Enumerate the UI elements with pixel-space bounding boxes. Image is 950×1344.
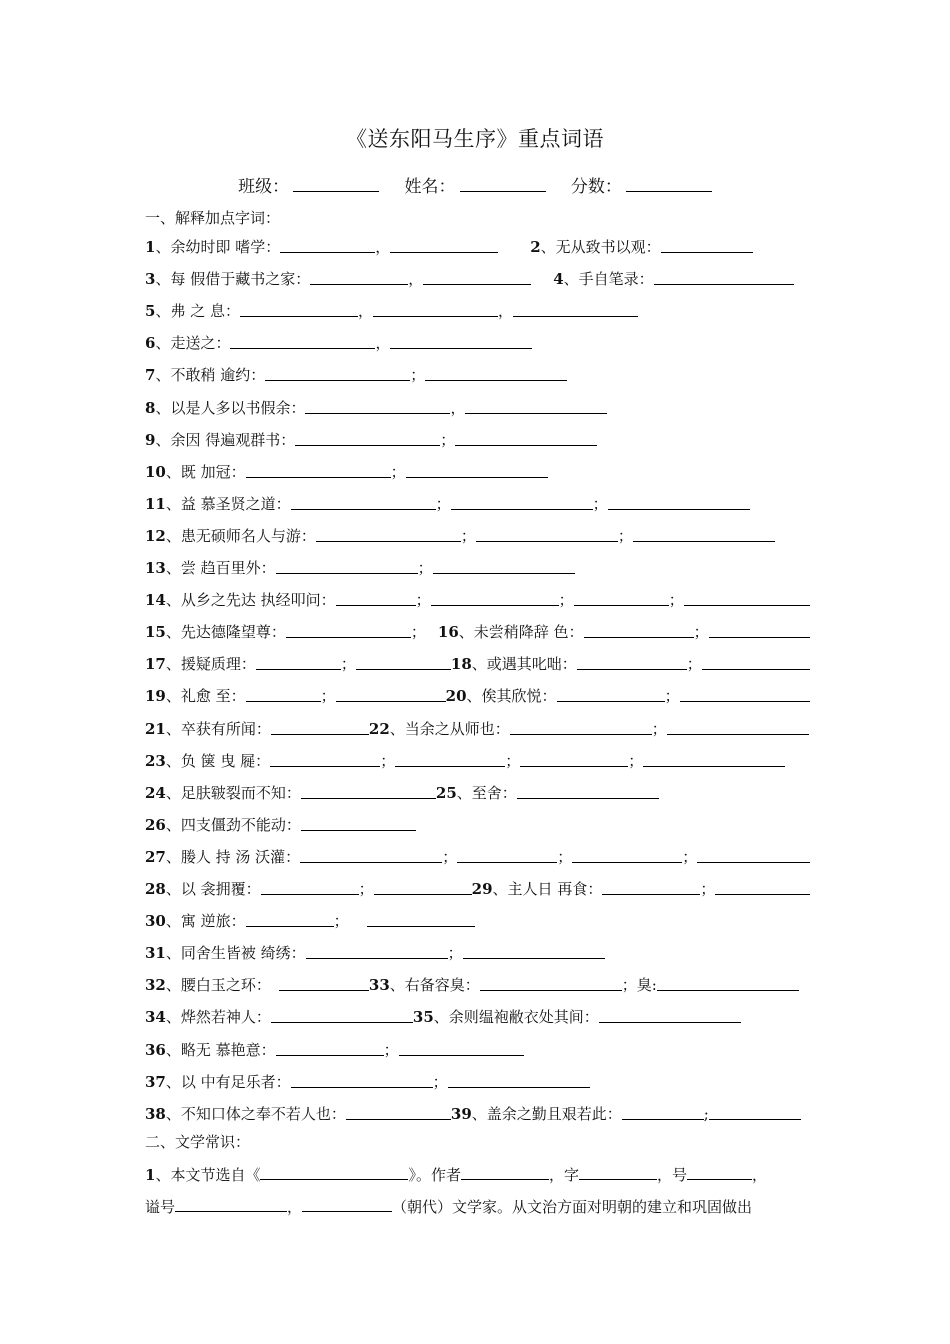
class-label: 班级： — [238, 177, 290, 197]
question-text: 、每 假借于藏书之家： — [155, 270, 311, 288]
question-row — [145, 879, 810, 903]
question-number: 25 — [435, 784, 457, 802]
question-text: 、尝 趋百里外： — [165, 559, 276, 577]
question-text: ； — [628, 752, 644, 770]
answer-blank[interactable] — [465, 398, 607, 414]
answer-blank[interactable] — [256, 654, 341, 670]
question-number: 37 — [145, 1073, 166, 1091]
question-number: 33 — [368, 976, 390, 994]
question-number: 1 — [145, 1166, 156, 1184]
answer-blank[interactable] — [599, 1007, 741, 1023]
question-text: ， — [408, 270, 424, 288]
question-text: ； — [320, 687, 336, 705]
question-text: ； — [682, 848, 698, 866]
question-number: 20 — [445, 687, 467, 705]
question-number: 39 — [450, 1105, 472, 1123]
question-number: 31 — [145, 944, 166, 962]
question-text: ； — [693, 623, 709, 641]
answer-blank[interactable] — [697, 847, 810, 863]
question-number: 15 — [145, 623, 166, 641]
answer-blank[interactable] — [175, 1196, 287, 1212]
answer-blank[interactable] — [300, 847, 442, 863]
question-text: 、未尝稍降辞 色： — [458, 623, 584, 641]
question-number: 24 — [145, 784, 166, 802]
question-number: 23 — [145, 752, 166, 770]
question-text: 、当余之从师也： — [389, 720, 510, 738]
question-number: 36 — [145, 1041, 166, 1059]
class-field — [238, 172, 379, 197]
answer-blank[interactable] — [608, 494, 750, 510]
name-field — [405, 172, 546, 197]
answer-blank[interactable] — [291, 1072, 433, 1088]
question-text: ； — [390, 463, 406, 481]
answer-blank[interactable] — [276, 1040, 384, 1056]
question-text: 、从乡之先达 执经叩问： — [165, 591, 336, 609]
question-text: 、弗 之 息： — [155, 302, 240, 320]
answer-blank[interactable] — [702, 654, 810, 670]
question-number: 12 — [145, 527, 166, 545]
answer-blank[interactable] — [310, 269, 408, 285]
answer-blank[interactable] — [451, 494, 593, 510]
answer-blank[interactable] — [399, 1040, 524, 1056]
answer-blank[interactable] — [461, 1164, 549, 1180]
answer-blank[interactable] — [286, 622, 411, 638]
question-number: 13 — [145, 559, 166, 577]
answer-blank[interactable] — [455, 430, 597, 446]
answer-blank[interactable] — [265, 365, 410, 381]
question-number: 19 — [145, 687, 166, 705]
question-text: 、不敢稍 逾约： — [155, 366, 266, 384]
question-number: 14 — [145, 591, 166, 609]
answer-blank[interactable] — [316, 526, 461, 542]
answer-blank[interactable] — [643, 751, 785, 767]
answer-blank[interactable] — [291, 494, 436, 510]
question-text: 、不知口体之奉不若人也： — [165, 1105, 346, 1123]
answer-blank[interactable] — [279, 975, 369, 991]
answer-blank[interactable] — [280, 237, 375, 253]
question-text: ； — [415, 591, 431, 609]
answer-blank[interactable] — [246, 686, 321, 702]
answer-blank[interactable] — [574, 590, 669, 606]
answer-blank[interactable] — [709, 622, 810, 638]
answer-blank[interactable] — [336, 590, 416, 606]
question-row — [145, 526, 810, 550]
question-text: ， — [375, 238, 391, 256]
question-text: ； — [617, 527, 633, 545]
question-text: 、同舍生皆被 绮绣： — [165, 944, 306, 962]
question-text: 、以 衾拥覆： — [165, 880, 261, 898]
question-row — [145, 1040, 810, 1064]
question-text: 、以是人多以书假余： — [155, 399, 306, 417]
section-1-heading: 一、解释加点字词： — [145, 209, 281, 227]
answer-blank[interactable] — [295, 430, 440, 446]
answer-blank[interactable] — [476, 526, 618, 542]
question-text: ；臭: — [621, 976, 657, 994]
answer-blank[interactable] — [374, 879, 472, 895]
question-text: 、余因 得遍观群书： — [155, 431, 296, 449]
question-text: ； — [460, 527, 476, 545]
answer-blank[interactable] — [557, 686, 665, 702]
question-row — [145, 301, 810, 325]
literature-line-1 — [145, 1164, 810, 1185]
question-text: ； — [435, 495, 451, 513]
answer-blank[interactable] — [633, 526, 775, 542]
answer-blank[interactable] — [356, 654, 451, 670]
question-text: ， — [450, 399, 466, 417]
name-label: 姓名： — [404, 177, 456, 197]
student-info-line — [0, 172, 950, 197]
question-number: 34 — [145, 1008, 166, 1026]
answer-blank[interactable] — [406, 462, 548, 478]
question-number: 5 — [145, 302, 156, 320]
text-fragment: ， — [287, 1198, 303, 1216]
answer-blank[interactable] — [510, 719, 652, 735]
answer-blank[interactable] — [517, 783, 659, 799]
question-row — [145, 719, 810, 743]
answer-blank[interactable] — [301, 783, 436, 799]
question-text: 、俟其欣悦： — [466, 687, 557, 705]
answer-blank[interactable] — [480, 975, 622, 991]
answer-blank[interactable] — [715, 879, 810, 895]
question-row — [145, 815, 810, 839]
question-text: ； — [664, 687, 680, 705]
question-text: 、既 加冠： — [165, 463, 246, 481]
answer-blank[interactable] — [448, 1072, 590, 1088]
score-blank[interactable] — [626, 177, 712, 192]
answer-blank[interactable] — [687, 1164, 752, 1180]
question-text: 、卒获有所闻： — [165, 720, 271, 738]
question-text: 、主人日 再食： — [492, 880, 603, 898]
answer-blank[interactable] — [390, 333, 532, 349]
question-row — [145, 462, 810, 486]
text-fragment: ，号 — [656, 1166, 687, 1184]
question-number: 18 — [450, 655, 472, 673]
question-text: 、盖余之勤且艰若此： — [471, 1105, 622, 1123]
answer-blank[interactable] — [520, 751, 628, 767]
page-title: 《送东阳马生序》重点词语 — [346, 127, 604, 151]
score-field — [571, 172, 712, 197]
text-fragment: 》。作者 — [408, 1166, 461, 1184]
question-number: 30 — [145, 912, 166, 930]
answer-blank[interactable] — [305, 398, 450, 414]
question-row — [145, 398, 810, 422]
answer-blank[interactable] — [680, 686, 810, 702]
question-text: ； — [440, 431, 456, 449]
answer-blank[interactable] — [584, 622, 694, 638]
question-text: ； — [558, 591, 574, 609]
answer-blank[interactable] — [367, 911, 475, 927]
question-number: 26 — [145, 816, 166, 834]
question-text: ； — [340, 655, 356, 673]
section-2-heading: 二、文学常识： — [145, 1133, 251, 1151]
question-text: 、腰白玉之环： — [165, 976, 271, 994]
question-number: 11 — [145, 495, 166, 513]
question-number: 9 — [145, 431, 156, 449]
answer-blank[interactable] — [373, 301, 498, 317]
question-text: 、足肤皲裂而不知： — [165, 784, 301, 802]
question-text: 、媵人 持 汤 沃灌： — [165, 848, 301, 866]
question-number: 6 — [145, 334, 156, 352]
answer-blank[interactable] — [246, 911, 334, 927]
question-number: 8 — [145, 399, 156, 417]
question-text: ； — [700, 880, 716, 898]
question-text: 、以 中有足乐者： — [165, 1073, 291, 1091]
answer-blank[interactable] — [260, 1164, 408, 1180]
question-row — [145, 430, 810, 454]
question-row — [145, 269, 810, 293]
question-row — [145, 494, 810, 518]
text-fragment: 、本文节选自《 — [155, 1166, 261, 1184]
answer-blank[interactable] — [457, 847, 557, 863]
question-text: 、负 箧 曳 屣： — [165, 752, 271, 770]
question-row — [145, 365, 810, 389]
text-fragment: ， — [752, 1166, 768, 1184]
text-fragment: ，字 — [548, 1166, 579, 1184]
question-text: ； — [333, 912, 349, 930]
question-text: 、四支僵劲不能动： — [165, 816, 301, 834]
question-row — [145, 654, 810, 678]
question-number: 4 — [553, 270, 564, 288]
answer-blank[interactable] — [577, 654, 687, 670]
question-row — [145, 751, 810, 775]
question-text: 、余则缊袍敝衣处其间： — [433, 1008, 599, 1026]
question-row — [145, 1072, 810, 1096]
question-text: ； — [432, 1073, 448, 1091]
question-text: 、益 慕圣贤之道： — [165, 495, 291, 513]
question-text: ； — [505, 752, 521, 770]
answer-blank[interactable] — [667, 719, 809, 735]
answer-blank[interactable] — [271, 719, 369, 735]
question-text: ； — [651, 720, 667, 738]
question-text: 、右备容臭： — [389, 976, 480, 994]
answer-blank[interactable] — [395, 751, 505, 767]
question-text: ， — [498, 302, 514, 320]
question-text: 、至舍： — [456, 784, 517, 802]
question-number: 17 — [145, 655, 166, 673]
answer-blank[interactable] — [306, 943, 448, 959]
score-label: 分数： — [570, 177, 622, 197]
question-text: ， — [357, 302, 373, 320]
question-text: 、略无 慕艳意： — [165, 1041, 276, 1059]
question-row — [145, 1007, 810, 1031]
question-text: 、走送之： — [155, 334, 231, 352]
name-blank[interactable] — [460, 177, 546, 192]
question-text: ； — [410, 366, 426, 384]
question-text: ， — [375, 334, 391, 352]
question-text: ； — [417, 559, 433, 577]
question-row — [145, 558, 810, 582]
question-row — [145, 1104, 810, 1128]
question-text: 、寓 逆旅： — [165, 912, 246, 930]
question-text: 、患无硕师名人与游： — [165, 527, 316, 545]
question-text: 、烨然若神人： — [165, 1008, 271, 1026]
question-row — [145, 622, 810, 646]
answer-blank[interactable] — [261, 879, 359, 895]
answer-blank[interactable] — [572, 847, 682, 863]
question-text: ； — [383, 1041, 399, 1059]
question-text: ； — [592, 495, 608, 513]
question-number: 29 — [471, 880, 493, 898]
answer-blank[interactable] — [622, 1104, 704, 1120]
answer-blank[interactable] — [433, 558, 575, 574]
answer-blank[interactable] — [240, 301, 358, 317]
question-row — [145, 237, 810, 261]
answer-blank[interactable] — [301, 815, 416, 831]
question-row — [145, 333, 810, 357]
question-text: ； — [442, 848, 458, 866]
question-number: 32 — [145, 976, 166, 994]
answer-blank[interactable] — [230, 333, 375, 349]
answer-blank[interactable] — [271, 1007, 413, 1023]
question-text: 、手自笔录： — [563, 270, 654, 288]
question-row — [145, 943, 810, 967]
question-row — [145, 847, 810, 871]
answer-blank[interactable] — [657, 975, 799, 991]
text-fragment: （朝代）文学家。从文治方面对明朝的建立和巩固做出 — [392, 1198, 753, 1216]
question-number: 21 — [145, 720, 166, 738]
answer-blank[interactable] — [246, 462, 391, 478]
answer-blank[interactable] — [513, 301, 638, 317]
question-text: ； — [410, 623, 426, 641]
question-number: 16 — [437, 623, 459, 641]
question-text: ； — [380, 752, 396, 770]
answer-blank[interactable] — [684, 590, 810, 606]
question-number: 10 — [145, 463, 166, 481]
question-text: 、无从致书以观： — [540, 238, 661, 256]
answer-blank[interactable] — [463, 943, 605, 959]
question-number: 35 — [412, 1008, 434, 1026]
question-row — [145, 783, 810, 807]
question-text: 、余幼时即 嗜学： — [155, 238, 281, 256]
question-number: 22 — [368, 720, 390, 738]
answer-blank[interactable] — [431, 590, 559, 606]
question-text: ； — [686, 655, 702, 673]
answer-blank[interactable] — [425, 365, 567, 381]
answer-blank[interactable] — [302, 1196, 392, 1212]
answer-blank[interactable] — [602, 879, 700, 895]
answer-blank[interactable] — [654, 269, 794, 285]
class-blank[interactable] — [293, 177, 379, 192]
question-text: ； — [557, 848, 573, 866]
question-number: 27 — [145, 848, 166, 866]
question-text: 、先达德隆望尊： — [165, 623, 286, 641]
question-number: 7 — [145, 366, 156, 384]
answer-blank[interactable] — [579, 1164, 657, 1180]
question-number: 38 — [145, 1105, 166, 1123]
answer-blank[interactable] — [390, 237, 498, 253]
literature-line-2 — [145, 1196, 810, 1217]
question-number: 3 — [145, 270, 156, 288]
question-text: 、礼愈 至： — [165, 687, 246, 705]
answer-blank[interactable] — [336, 686, 446, 702]
question-text: 、或遇其叱咄： — [471, 655, 577, 673]
question-number: 2 — [530, 238, 541, 256]
answer-blank[interactable] — [270, 751, 380, 767]
answer-blank[interactable] — [709, 1104, 801, 1120]
question-text: 、援疑质理： — [165, 655, 256, 673]
text-fragment: 谥号 — [145, 1198, 176, 1216]
answer-blank[interactable] — [276, 558, 418, 574]
question-row — [145, 975, 810, 999]
answer-blank[interactable] — [661, 237, 753, 253]
question-number: 1 — [145, 238, 156, 256]
question-row — [145, 590, 810, 614]
question-text: ； — [447, 944, 463, 962]
question-row — [145, 686, 810, 710]
question-row — [145, 911, 810, 935]
answer-blank[interactable] — [346, 1104, 451, 1120]
answer-blank[interactable] — [423, 269, 531, 285]
question-text: ； — [358, 880, 374, 898]
question-number: 28 — [145, 880, 166, 898]
question-text: ; — [703, 1105, 709, 1123]
question-text: ； — [668, 591, 684, 609]
